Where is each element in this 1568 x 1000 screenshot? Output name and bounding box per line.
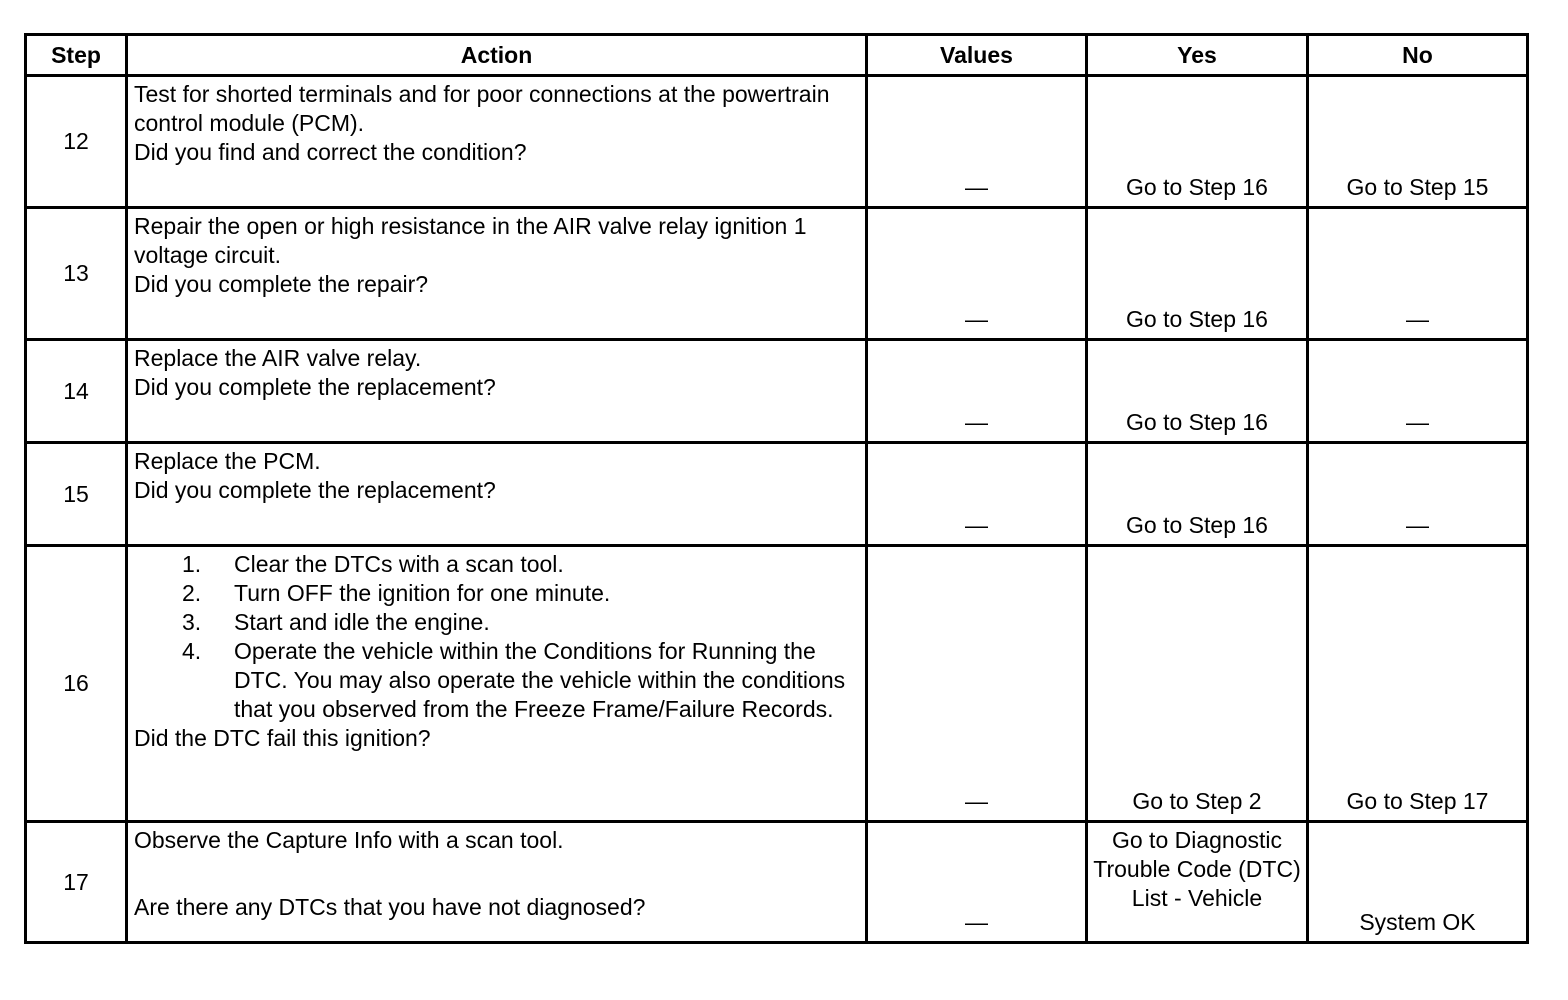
action-cell (127, 340, 867, 443)
table-row (26, 822, 1528, 943)
table-row (26, 340, 1528, 443)
action-instruction: Replace the AIR valve relay. (134, 345, 422, 371)
step-number: 16 (26, 546, 127, 822)
action-question: Are there any DTCs that you have not diagnosed? (134, 894, 646, 920)
header-values: Values (867, 35, 1087, 76)
no-cell: — (1308, 340, 1528, 443)
table-row (26, 76, 1528, 208)
values-cell: — (867, 208, 1087, 340)
yes-cell: Go to Step 16 (1087, 208, 1308, 340)
no-cell: Go to Step 15 (1308, 76, 1528, 208)
action-question: Did you find and correct the condition? (134, 139, 527, 165)
action-cell (127, 546, 867, 822)
list-item (182, 579, 859, 608)
yes-cell: Go to Step 16 (1087, 443, 1308, 546)
yes-cell: Go to Step 2 (1087, 546, 1308, 822)
values-cell: — (867, 443, 1087, 546)
action-question: Did the DTC fail this ignition? (134, 725, 431, 751)
step-number: 13 (26, 208, 127, 340)
values-cell: — (867, 822, 1087, 943)
header-step: Step (26, 35, 127, 76)
action-question: Did you complete the replacement? (134, 477, 496, 503)
no-cell: System OK (1308, 822, 1528, 943)
step-number: 15 (26, 443, 127, 546)
list-item-number: 4. (182, 638, 202, 664)
list-item-text: Clear the DTCs with a scan tool. (234, 551, 564, 577)
table-row (26, 443, 1528, 546)
table-row (26, 546, 1528, 822)
no-cell: — (1308, 443, 1528, 546)
list-item-text: Turn OFF the ignition for one minute. (234, 580, 611, 606)
header-no: No (1308, 35, 1528, 76)
values-cell: — (867, 76, 1087, 208)
action-instruction: Test for shorted terminals and for poor connections at the powertrain control module (PCM). (134, 81, 830, 136)
yes-cell: Go to Step 16 (1087, 340, 1308, 443)
list-item-number: 1. (182, 551, 202, 577)
action-question: Did you complete the replacement? (134, 374, 496, 400)
diagnostic-table (24, 33, 1529, 944)
list-item-text: Operate the vehicle within the Conditions for Running the DTC. You may also operate the vehicle within the conditions that you observed from the Freeze Frame/Failure Records. (234, 638, 846, 722)
list-item (182, 608, 859, 637)
list-item-number: 3. (182, 609, 202, 635)
header-row (26, 35, 1528, 76)
step-number: 17 (26, 822, 127, 943)
list-item-text: Start and idle the engine. (234, 609, 490, 635)
action-cell (127, 208, 867, 340)
step-number: 14 (26, 340, 127, 443)
list-item-number: 2. (182, 580, 202, 606)
action-question: Did you complete the repair? (134, 271, 429, 297)
action-cell (127, 443, 867, 546)
values-cell: — (867, 546, 1087, 822)
yes-cell: Go to Diagnostic Trouble Code (DTC) List - Vehicle (1087, 822, 1308, 943)
no-cell: — (1308, 208, 1528, 340)
header-action: Action (127, 35, 867, 76)
values-cell: — (867, 340, 1087, 443)
header-yes: Yes (1087, 35, 1308, 76)
no-cell: Go to Step 17 (1308, 546, 1528, 822)
action-cell (127, 822, 867, 943)
list-item (182, 637, 859, 724)
action-instruction: Repair the open or high resistance in the AIR valve relay ignition 1 voltage circuit. (134, 213, 807, 268)
yes-cell: Go to Step 16 (1087, 76, 1308, 208)
numbered-steps-list (134, 550, 859, 724)
table-row (26, 208, 1528, 340)
action-instruction: Replace the PCM. (134, 448, 321, 474)
list-item (182, 550, 859, 579)
action-instruction: Observe the Capture Info with a scan tool. (134, 827, 564, 853)
step-number: 12 (26, 76, 127, 208)
action-cell (127, 76, 867, 208)
